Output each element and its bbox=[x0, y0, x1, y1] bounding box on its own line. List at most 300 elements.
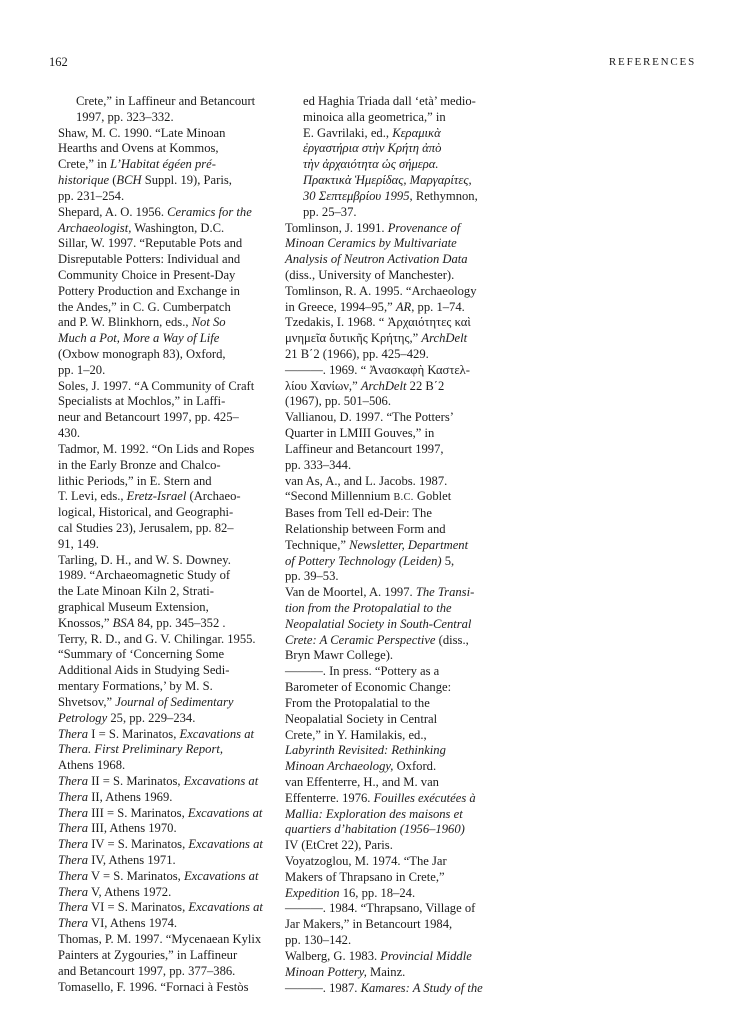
page-number: 162 bbox=[49, 55, 68, 69]
reference-line bbox=[285, 521, 521, 538]
italic-text: Archaeologist, bbox=[58, 220, 132, 235]
reference-entry bbox=[285, 474, 521, 586]
reference-line bbox=[58, 236, 294, 252]
reference-entry bbox=[285, 315, 521, 362]
reference-line bbox=[58, 789, 294, 806]
text: Painters at Zygouries,” in Laffineur bbox=[58, 947, 238, 962]
italic-text: Thera bbox=[58, 789, 89, 804]
italic-text: Excavations at bbox=[188, 837, 263, 852]
reference-line bbox=[285, 283, 521, 300]
text: Tarling, D. H., and W. S. Downey. bbox=[58, 552, 231, 567]
reference-line bbox=[58, 252, 294, 268]
reference-line bbox=[285, 457, 521, 474]
text: pp. 25–37. bbox=[303, 204, 357, 219]
reference-line bbox=[58, 947, 294, 964]
text: Barometer of Economic Change: bbox=[285, 680, 452, 695]
reference-line bbox=[58, 157, 294, 173]
reference-line bbox=[76, 94, 294, 110]
italic-text: Thera bbox=[58, 900, 89, 915]
reference-entry bbox=[58, 379, 294, 442]
text: lithic Periods,” in E. Stern and bbox=[58, 473, 212, 488]
reference-entry bbox=[58, 632, 294, 727]
text: (Oxbow monograph 83), Oxford, bbox=[58, 347, 226, 361]
text: Tomasello, F. 1996. “Fornaci à Festòs bbox=[58, 979, 249, 994]
italic-text: Journal of Sedimentary bbox=[115, 694, 234, 709]
text: ———. 1969. “ Ἀνασκαφὴ Καστελ- bbox=[285, 362, 470, 377]
reference-line bbox=[285, 854, 521, 870]
text: (diss., bbox=[435, 632, 469, 647]
reference-line bbox=[58, 647, 294, 663]
text: Sillar, W. 1997. “Reputable Pots and bbox=[58, 236, 243, 251]
reference-line bbox=[285, 743, 521, 759]
text: in the Early Bronze and Chalco- bbox=[58, 457, 221, 472]
reference-line bbox=[58, 615, 294, 632]
italic-text: Excavations at bbox=[183, 773, 259, 788]
text: and P. W. Blinkhorn, eds., bbox=[58, 315, 192, 330]
italic-text: Ceramics for the bbox=[167, 204, 252, 219]
text: Oxford. bbox=[393, 759, 437, 774]
italic-text: of Pottery Technology (Leiden) bbox=[285, 553, 442, 568]
reference-line bbox=[285, 252, 521, 268]
reference-line bbox=[58, 742, 294, 758]
reference-entry bbox=[58, 806, 294, 838]
text: 1989. “Archaeomagnetic Study of bbox=[58, 568, 231, 583]
reference-line bbox=[58, 394, 294, 410]
reference-line bbox=[285, 553, 521, 570]
italic-text: Thera bbox=[58, 837, 89, 852]
reference-line bbox=[285, 948, 521, 965]
reference-entry bbox=[58, 774, 294, 806]
text: Knossos,” bbox=[58, 615, 113, 630]
reference-line bbox=[285, 601, 521, 617]
reference-line bbox=[58, 932, 294, 948]
reference-line bbox=[285, 933, 521, 949]
italic-text: Thera. First Preliminary Report, bbox=[58, 742, 223, 757]
text: Soles, J. 1997. “A Community of Craft bbox=[58, 378, 255, 393]
italic-text: ἐργαστήρια στὴν Κρήτη ἀπὸ bbox=[303, 141, 442, 156]
text: IV = S. Marinatos, bbox=[88, 837, 189, 852]
reference-line bbox=[285, 664, 521, 680]
italic-text: tion from the Protopalatial to the bbox=[285, 601, 452, 615]
reference-line bbox=[285, 917, 521, 933]
text: 430. bbox=[58, 426, 81, 441]
reference-line bbox=[285, 680, 521, 696]
reference-line bbox=[58, 141, 294, 157]
reference-entry bbox=[58, 900, 294, 932]
italic-text: Minoan Ceramics by Multivariate bbox=[285, 236, 457, 251]
text: Crete,” in bbox=[58, 157, 111, 172]
italic-text: Minoan Archaeology, bbox=[285, 759, 394, 774]
reference-line bbox=[58, 853, 294, 869]
reference-line bbox=[58, 552, 294, 569]
italic-text: Thera bbox=[58, 726, 89, 741]
reference-line bbox=[285, 331, 521, 347]
text: Shepard, A. O. 1956. bbox=[58, 204, 168, 219]
reference-entry bbox=[285, 981, 521, 997]
reference-entry bbox=[285, 221, 521, 284]
reference-line bbox=[285, 441, 521, 458]
reference-line bbox=[58, 378, 294, 395]
italic-text: ArchDelt bbox=[360, 378, 407, 393]
text: 1997, pp. 323–332. bbox=[76, 109, 174, 124]
text: VI, Athens 1974. bbox=[88, 916, 178, 931]
text: Shaw, M. C. 1990. “Late Minoan bbox=[58, 125, 226, 140]
reference-entry bbox=[285, 775, 521, 854]
reference-entry bbox=[58, 442, 294, 553]
reference-line bbox=[285, 648, 521, 664]
reference-line bbox=[58, 473, 294, 490]
reference-line bbox=[58, 821, 294, 837]
reference-line bbox=[58, 663, 294, 679]
text: Goblet bbox=[413, 489, 452, 504]
text: Bases from Tell ed-Deir: The bbox=[285, 506, 432, 521]
reference-line bbox=[58, 568, 294, 584]
reference-entry bbox=[285, 901, 521, 948]
reference-line bbox=[285, 727, 521, 744]
text: λίου Χανίων,” bbox=[285, 378, 361, 393]
reference-line bbox=[58, 694, 294, 711]
text: ———. 1987. bbox=[285, 980, 361, 995]
text: Bryn Mawr College). bbox=[285, 648, 394, 663]
reference-line bbox=[285, 901, 521, 917]
reference-line bbox=[285, 964, 521, 981]
reference-line bbox=[58, 188, 294, 205]
italic-text: Thera bbox=[58, 853, 89, 867]
text: Hearths and Ovens at Kommos, bbox=[58, 141, 219, 156]
reference-entry bbox=[285, 664, 521, 775]
reference-line bbox=[303, 126, 521, 142]
reference-line bbox=[58, 536, 294, 553]
text: II = S. Marinatos, bbox=[88, 773, 184, 788]
text: Tomlinson, J. 1991. bbox=[285, 220, 388, 235]
text: IV, Athens 1971. bbox=[88, 853, 176, 867]
reference-line bbox=[303, 141, 521, 157]
reference-line bbox=[285, 585, 521, 601]
text: 16, pp. 18–24. bbox=[339, 885, 416, 900]
text: (Archaeo- bbox=[186, 489, 241, 504]
reference-line bbox=[58, 426, 294, 442]
italic-text: Fouilles exécutées à bbox=[373, 790, 476, 805]
reference-line bbox=[58, 410, 294, 426]
italic-text: Thera bbox=[58, 884, 89, 899]
reference-line bbox=[285, 774, 521, 791]
reference-line bbox=[58, 267, 294, 284]
text: IV (EtCret 22), Paris. bbox=[285, 838, 393, 853]
reference-line bbox=[285, 473, 521, 490]
italic-text: Excavations at bbox=[187, 805, 263, 820]
text: pp. 130–142. bbox=[285, 933, 352, 948]
italic-text: Excavations at bbox=[183, 868, 259, 883]
text: Pottery Production and Exchange in bbox=[58, 283, 240, 298]
text: Makers of Thrapsano in Crete,” bbox=[285, 869, 445, 884]
reference-line bbox=[58, 884, 294, 901]
reference-entry bbox=[58, 126, 294, 205]
reference-line bbox=[285, 347, 521, 363]
reference-entry bbox=[58, 980, 294, 996]
text: (1967), pp. 501–506. bbox=[285, 394, 391, 409]
text: T. Levi, eds., bbox=[58, 489, 127, 504]
italic-text: quartiers d’habitation (1956–1960) bbox=[285, 822, 465, 837]
reference-line bbox=[58, 441, 294, 458]
text: “Summary of ‘Concerning Some bbox=[58, 647, 225, 662]
reference-line bbox=[58, 710, 294, 727]
text: Thomas, P. M. 1997. “Mycenaean Kylix bbox=[58, 932, 262, 947]
reference-line bbox=[285, 569, 521, 585]
reference-line bbox=[285, 695, 521, 712]
text: Jar Makers,” in Betancourt 1984, bbox=[285, 917, 453, 932]
reference-line bbox=[285, 489, 521, 506]
italic-text: Petrology bbox=[58, 710, 108, 725]
text: 91, 149. bbox=[58, 536, 99, 551]
reference-line bbox=[58, 347, 294, 363]
reference-line bbox=[285, 299, 521, 316]
text: Suppl. 19), Paris, bbox=[141, 173, 232, 188]
reference-line bbox=[58, 173, 294, 189]
reference-entry bbox=[58, 837, 294, 869]
reference-line bbox=[285, 616, 521, 633]
text: 84, pp. 345–352 . bbox=[134, 615, 226, 630]
italic-text: Excavations at bbox=[188, 900, 263, 915]
reference-entry bbox=[285, 410, 521, 473]
text: 5, bbox=[441, 553, 455, 568]
reference-line bbox=[58, 726, 294, 743]
text: “Second Millennium bbox=[285, 489, 394, 504]
text: Rethymnon, bbox=[412, 188, 478, 203]
page-header bbox=[49, 55, 696, 71]
reference-line bbox=[285, 315, 521, 331]
italic-text: BCH bbox=[116, 173, 142, 188]
italic-text: Thera bbox=[58, 916, 89, 931]
italic-text: historique bbox=[58, 173, 110, 188]
text: pp. 231–254. bbox=[58, 188, 125, 203]
text: Effenterre. 1976. bbox=[285, 790, 374, 805]
text: Neopalatial Society in Central bbox=[285, 711, 438, 726]
italic-text: Not So bbox=[191, 315, 226, 330]
reference-line bbox=[285, 759, 521, 775]
reference-line bbox=[285, 885, 521, 902]
reference-entry bbox=[58, 94, 294, 126]
text: minoica alla geometrica,” in bbox=[303, 109, 446, 124]
reference-line bbox=[58, 758, 294, 774]
reference-line bbox=[303, 205, 521, 221]
italic-text: Κεραμικὰ bbox=[392, 125, 441, 140]
text: From the Protopalatial to the bbox=[285, 695, 430, 710]
italic-text: Mallia: Exploration des maisons et bbox=[285, 806, 463, 821]
text: III = S. Marinatos, bbox=[88, 805, 188, 820]
italic-text: Thera bbox=[58, 821, 89, 836]
reference-entry bbox=[285, 363, 521, 410]
text: 22 B΄2 bbox=[406, 378, 445, 393]
text: the Andes,” in C. G. Cumberpatch bbox=[58, 299, 231, 314]
reference-entry bbox=[58, 932, 294, 979]
reference-entry bbox=[58, 205, 294, 237]
reference-entry bbox=[285, 585, 521, 664]
reference-line bbox=[58, 457, 294, 474]
reference-line bbox=[285, 426, 521, 442]
text: V = S. Marinatos, bbox=[88, 868, 184, 883]
italic-text: Minoan Pottery, bbox=[285, 964, 367, 979]
text: pp. 333–344. bbox=[285, 457, 352, 472]
text: Terry, R. D., and G. V. Chilingar. 1955. bbox=[58, 631, 256, 646]
text: Voyatzoglou, M. 1974. “The Jar bbox=[285, 854, 447, 868]
reference-line bbox=[303, 110, 521, 126]
reference-line bbox=[303, 94, 521, 110]
italic-text: Kamares: A Study of the bbox=[360, 980, 483, 995]
reference-line bbox=[285, 869, 521, 886]
italic-text: Labyrinth Revisited: Rethinking bbox=[285, 743, 446, 758]
reference-line bbox=[303, 157, 521, 173]
reference-line bbox=[285, 394, 521, 410]
text: Athens 1968. bbox=[58, 758, 126, 773]
text: ( bbox=[109, 173, 117, 188]
reference-entry bbox=[285, 94, 521, 221]
reference-line bbox=[285, 790, 521, 807]
reference-line bbox=[58, 837, 294, 853]
italic-text: Neopalatial Society in South-Central bbox=[285, 616, 472, 631]
text: Mainz. bbox=[366, 964, 406, 979]
reference-line bbox=[58, 679, 294, 695]
text: I = S. Marinatos, bbox=[88, 726, 180, 741]
italic-text: BSA bbox=[112, 615, 135, 630]
text: van As, A., and L. Jacobs. 1987. bbox=[285, 473, 448, 488]
italic-text: Analysis of Neutron Activation Data bbox=[285, 252, 468, 267]
reference-line bbox=[303, 173, 521, 189]
reference-entry bbox=[285, 949, 521, 981]
text: the Late Minoan Kiln 2, Strati- bbox=[58, 584, 214, 599]
italic-text: Newsletter, Department bbox=[349, 537, 469, 552]
text: V, Athens 1972. bbox=[88, 884, 172, 899]
text: Tomlinson, R. A. 1995. “Archaeology bbox=[285, 283, 477, 298]
reference-entry bbox=[58, 727, 294, 774]
running-title: REFERENCES bbox=[608, 56, 696, 68]
reference-line bbox=[285, 506, 521, 522]
reference-line bbox=[58, 315, 294, 331]
text: Tzedakis, I. 1968. “ Ἀρχαιότητες καὶ bbox=[285, 315, 471, 330]
text: ed Haghia Triada dall ‘età’ medio- bbox=[303, 94, 476, 108]
reference-line bbox=[285, 806, 521, 823]
reference-line bbox=[285, 711, 521, 728]
reference-line bbox=[285, 220, 521, 237]
reference-line bbox=[58, 868, 294, 885]
text: Relationship between Form and bbox=[285, 521, 446, 536]
left-column bbox=[58, 94, 294, 995]
text: ———. In press. “Pottery as a bbox=[285, 664, 440, 679]
text: Specialists at Mochlos,” in Laffi- bbox=[58, 394, 226, 409]
reference-line bbox=[285, 362, 521, 379]
italic-text: Provincial Middle bbox=[380, 948, 472, 963]
italic-text: Thera bbox=[58, 805, 89, 820]
italic-text: Thera bbox=[58, 773, 89, 788]
reference-line bbox=[285, 267, 521, 284]
reference-entry bbox=[58, 553, 294, 632]
text: Laffineur and Betancourt 1997, bbox=[285, 441, 444, 456]
reference-line bbox=[58, 900, 294, 916]
text: Shvetsov,” bbox=[58, 694, 116, 709]
text: ———. 1984. “Thrapsano, Village of bbox=[285, 901, 476, 916]
reference-line bbox=[58, 220, 294, 237]
reference-line bbox=[58, 520, 294, 537]
reference-line bbox=[58, 299, 294, 316]
text: neur and Betancourt 1997, pp. 425– bbox=[58, 410, 239, 425]
reference-line bbox=[285, 410, 521, 426]
reference-line bbox=[58, 584, 294, 600]
reference-line bbox=[58, 489, 294, 505]
reference-line bbox=[285, 980, 521, 997]
reference-line bbox=[285, 838, 521, 854]
text: III, Athens 1970. bbox=[88, 821, 177, 836]
text: Technique,” bbox=[285, 537, 350, 552]
text: cal Studies 23), Jerusalem, pp. 82– bbox=[58, 520, 234, 535]
reference-line bbox=[303, 189, 521, 205]
italic-text: Excavations at bbox=[179, 726, 254, 741]
text: B.C. bbox=[393, 492, 414, 504]
reference-line bbox=[58, 916, 294, 932]
reference-line bbox=[285, 632, 521, 649]
text: Vallianou, D. 1997. “The Potters’ bbox=[285, 410, 454, 425]
reference-line bbox=[285, 822, 521, 838]
text: , pp. 1–74. bbox=[411, 299, 465, 314]
reference-line bbox=[58, 963, 294, 980]
text: VI = S. Marinatos, bbox=[88, 900, 189, 915]
text: Quarter in LMIII Gouves,” in bbox=[285, 426, 435, 441]
reference-line bbox=[58, 362, 294, 379]
italic-text: Πρακτικὰ Ἡμερίδας, Μαργαρίτες, bbox=[303, 173, 472, 188]
text: and Betancourt 1997, pp. 377–386. bbox=[58, 963, 236, 978]
reference-line bbox=[58, 631, 294, 648]
reference-line bbox=[58, 283, 294, 300]
italic-text: τὴν ἀρχαιότητα ὡς σήμερα. bbox=[303, 157, 439, 172]
italic-text: 30 Σεπτεμβρίου 1995, bbox=[303, 188, 413, 203]
italic-text: The Transi- bbox=[415, 585, 475, 600]
text: Crete,” in Y. Hamilakis, ed., bbox=[285, 727, 427, 742]
text: Crete,” in Laffineur and Betancourt bbox=[76, 94, 256, 108]
italic-text: Eretz-Israel bbox=[126, 489, 187, 504]
text: μνημεῖα δυτικῆς Κρήτης,” bbox=[285, 331, 422, 346]
text: Van de Moortel, A. 1997. bbox=[285, 585, 416, 600]
reference-line bbox=[58, 331, 294, 347]
italic-text: Much a Pot, More a Way of Life bbox=[58, 331, 220, 346]
reference-line bbox=[58, 773, 294, 790]
reference-entry bbox=[58, 236, 294, 378]
right-column bbox=[285, 94, 521, 996]
reference-line bbox=[285, 378, 521, 395]
text: (diss., University of Manchester). bbox=[285, 267, 455, 282]
reference-line bbox=[285, 236, 521, 252]
italic-text: Expedition bbox=[285, 885, 340, 900]
text: Washington, D.C. bbox=[131, 220, 225, 235]
reference-line bbox=[58, 600, 294, 616]
text: Community Choice in Present-Day bbox=[58, 267, 236, 282]
text: in Greece, 1994–95,” bbox=[285, 299, 396, 314]
text: mentary Formations,’ by M. S. bbox=[58, 679, 213, 694]
reference-line bbox=[285, 537, 521, 554]
reference-line bbox=[58, 125, 294, 142]
text: II, Athens 1969. bbox=[88, 789, 173, 804]
reference-entry bbox=[58, 869, 294, 901]
reference-entry bbox=[285, 854, 521, 901]
italic-text: L’Habitat égéen pré- bbox=[110, 157, 216, 172]
reference-entry bbox=[285, 284, 521, 316]
text: 25, pp. 229–234. bbox=[107, 710, 196, 725]
text: Disreputable Potters: Individual and bbox=[58, 252, 241, 267]
text: pp. 1–20. bbox=[58, 362, 106, 377]
italic-text: AR bbox=[395, 299, 412, 314]
text: 21 B΄2 (1966), pp. 425–429. bbox=[285, 347, 429, 361]
text: graphical Museum Extension, bbox=[58, 600, 209, 614]
reference-line bbox=[58, 979, 294, 996]
reference-line bbox=[58, 204, 294, 221]
italic-text: Provenance of bbox=[387, 220, 461, 235]
